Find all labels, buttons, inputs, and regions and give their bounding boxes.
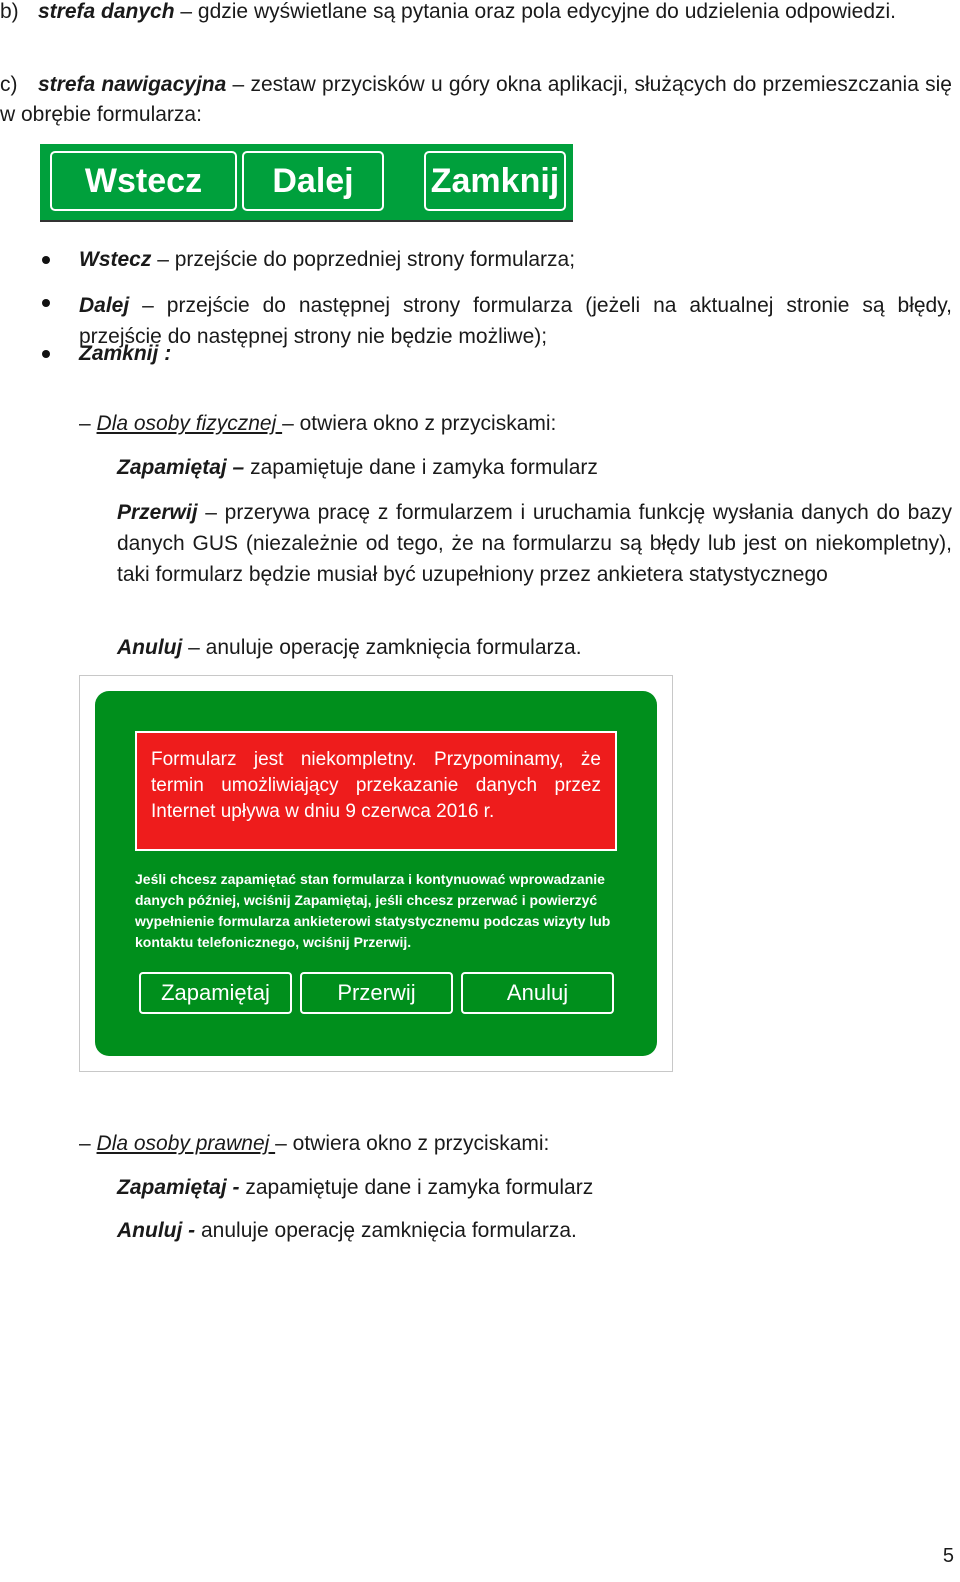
save-description: [117, 453, 598, 483]
physical-person-label: Dla osoby fizycznej: [96, 412, 283, 435]
list-marker: c): [0, 73, 18, 96]
description: zapamiętuje dane i zamyka formularz: [244, 456, 598, 479]
bullet-icon: [42, 350, 50, 358]
description: – przejście do poprzedniej strony formularza;: [151, 248, 576, 271]
term: Przerwij: [117, 501, 198, 524]
legal-cancel-description: [117, 1216, 577, 1246]
interrupt-button[interactable]: Przerwij: [300, 972, 453, 1014]
term: Dalej: [79, 294, 130, 317]
description: zapamiętuje dane i zamyka formularz: [239, 1176, 594, 1199]
divider: [40, 220, 573, 222]
term: Zapamiętaj -: [117, 1176, 240, 1199]
page-number: 5: [942, 1545, 954, 1567]
bullet-item-next: [79, 290, 952, 352]
close-dialog-image: [79, 675, 673, 1072]
bullet-item-back: [79, 245, 952, 275]
term: Wstecz: [79, 248, 152, 271]
dialog-info-text: Jeśli chcesz zapamiętać stan formularza i kontynuować wprowadzanie danych później, wciśnij Zapamiętaj, jeśli chcesz przerwać i powierzyć wypełnienie formularza ankieterowi statystycznemu podczas wizyty lub kontaktu telefonicznego, wciśnij Przerwij.: [135, 871, 611, 950]
interrupt-description: [117, 497, 952, 590]
dash: –: [79, 412, 91, 435]
term: Zapamiętaj –: [117, 456, 245, 479]
term: Anuluj -: [117, 1219, 196, 1242]
incomplete-form-alert: Formularz jest niekompletny. Przypominamy, że termin umożliwiający przekazanie danych przez Internet upływa w dniu 9 czerwca 2016 r.: [135, 731, 617, 851]
dash: –: [79, 1132, 91, 1155]
description: – zestaw przycisków u góry okna aplikacji, służących do przemieszczania się w obrębie formularza:: [0, 73, 952, 126]
next-button[interactable]: Dalej: [242, 151, 384, 211]
dialog-panel: [95, 691, 657, 1056]
description: – przerywa pracę z formularzem i uruchamia funkcję wysłania danych do bazy danych GUS (niezależnie od tego, że na formularzu są błędy lub jest on niekompletny), taki formularz będzie musiał być uzupełniony przez ankietera statystycznego: [117, 501, 952, 586]
term: strefa danych: [38, 0, 175, 23]
description: – anuluje operację zamknięcia formularza.: [182, 636, 582, 659]
term: strefa nawigacyjna: [38, 73, 227, 96]
bullet-icon: [42, 256, 50, 264]
physical-person-heading: [79, 409, 556, 439]
save-button[interactable]: Zapamiętaj: [139, 972, 292, 1014]
term: Zamknij :: [79, 342, 172, 365]
legal-person-heading: [79, 1129, 549, 1159]
back-button[interactable]: Wstecz: [50, 151, 237, 211]
cancel-button[interactable]: Anuluj: [461, 972, 614, 1014]
description: – otwiera okno z przyciskami:: [282, 412, 557, 435]
section-c-paragraph: [0, 70, 952, 130]
legal-person-label: Dla osoby prawnej: [96, 1132, 276, 1155]
close-button[interactable]: Zamknij: [424, 151, 566, 211]
description: – otwiera okno z przyciskami:: [275, 1132, 550, 1155]
bullet-item-close: [79, 339, 171, 369]
term: Anuluj: [117, 636, 183, 659]
description: anuluje operację zamknięcia formularza.: [195, 1219, 577, 1242]
cancel-description: [117, 633, 582, 663]
navigation-buttons-image: [40, 144, 573, 222]
description: – gdzie wyświetlane są pytania oraz pola edycyjne do udzielenia odpowiedzi.: [174, 0, 897, 23]
bullet-icon: [42, 299, 50, 307]
list-marker: b): [0, 0, 19, 23]
legal-save-description: [117, 1173, 593, 1203]
section-b-paragraph: [0, 0, 952, 27]
description: – przejście do następnej strony formularza (jeżeli na aktualnej stronie są błędy, przejście do następnej strony nie będzie możliwe);: [79, 294, 952, 348]
